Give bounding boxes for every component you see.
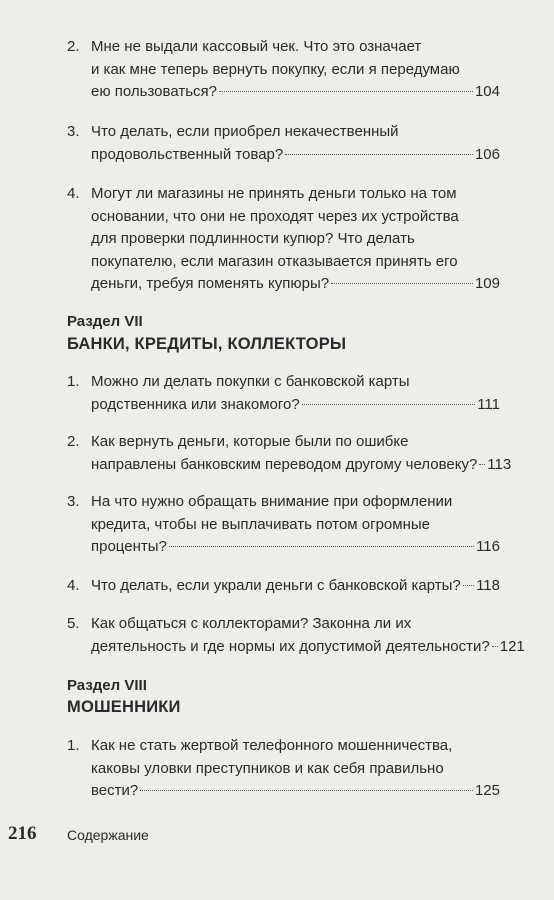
page-number: 216 [8, 823, 37, 844]
toc-entry-3 [67, 491, 500, 559]
entry-line: и как мне теперь вернуть покупку, если я передумаю [91, 60, 460, 78]
page-ref: 106 [474, 145, 500, 163]
page-ref: 121 [499, 637, 525, 655]
dot-leader [302, 404, 475, 405]
entry-line: каковы уловки преступников и как себя правильно [91, 759, 444, 777]
entry-line: Как не стать жертвой телефонного мошенничества, [91, 737, 453, 754]
entry-line: ею пользоваться? [91, 83, 217, 100]
dot-leader [463, 585, 474, 586]
entry-line: родственника или знакомого? [91, 395, 300, 413]
entry-number: 4. [67, 185, 80, 202]
page-ref: 116 [476, 538, 500, 555]
entry-line: основании, что они не проходят через их устройства [91, 207, 459, 225]
dot-leader [140, 790, 473, 791]
page-ref: 125 [474, 782, 500, 799]
toc-entry-1 [67, 735, 500, 803]
entry-number: 3. [67, 493, 80, 510]
entry-number: 1. [67, 373, 80, 390]
page-ref: 111 [477, 395, 500, 413]
toc-entry-4 [67, 183, 500, 296]
section-label: Раздел VII [67, 313, 143, 330]
entry-line: покупателю, если магазин отказывается принять его [91, 252, 458, 270]
toc-entry-2 [67, 36, 500, 104]
entry-line: Как общаться с коллекторами? Законна ли их [91, 615, 412, 632]
section-label: Раздел VIII [67, 677, 147, 694]
toc-entry-2 [67, 431, 512, 476]
toc-entry-1 [67, 371, 500, 416]
entry-line: Могут ли магазины не принять деньги только на том [91, 185, 457, 202]
entry-line: Можно ли делать покупки с банковской карты [91, 373, 410, 390]
entry-number: 5. [67, 615, 80, 632]
dot-leader [331, 283, 473, 284]
section-title: БАНКИ, КРЕДИТЫ, КОЛЛЕКТОРЫ [67, 335, 347, 353]
entry-line: продовольственный товар? [91, 145, 284, 163]
entry-line: Что делать, если приобрел некачественный [91, 123, 399, 140]
entry-line: Как вернуть деньги, которые были по ошибке [91, 433, 409, 450]
page-ref: 104 [474, 83, 500, 100]
dot-leader [169, 546, 474, 547]
entry-number: 4. [67, 577, 80, 594]
entry-line: Мне не выдали кассовый чек. Что это означает [91, 38, 422, 55]
entry-line: для проверки подлинности купюр? Что делать [91, 230, 415, 247]
entry-line: деньги, требуя поменять купюры? [91, 275, 330, 292]
toc-entry-4 [67, 575, 500, 598]
entry-number: 2. [67, 38, 80, 55]
running-title: Содержание [67, 827, 149, 843]
dot-leader [492, 646, 498, 647]
entry-line: вести? [91, 782, 139, 799]
toc-entry-3 [67, 121, 500, 166]
dot-leader [479, 464, 485, 465]
page-ref: 118 [476, 577, 500, 594]
dot-leader [285, 154, 473, 155]
dot-leader [219, 91, 473, 92]
entry-number: 3. [67, 123, 80, 140]
entry-line: Что делать, если украли деньги с банковской карты? [91, 577, 461, 594]
page-ref: 113 [487, 455, 512, 473]
entry-number: 1. [67, 737, 80, 754]
toc-entry-5 [67, 613, 525, 658]
section-title: МОШЕННИКИ [67, 698, 181, 716]
entry-line: деятельность и где нормы их допустимой деятельности? [91, 637, 490, 655]
entry-line: направлены банковским переводом другому человеку? [91, 455, 478, 473]
entry-number: 2. [67, 433, 80, 450]
entry-line: проценты? [91, 538, 167, 555]
entry-line: кредита, чтобы не выплачивать потом огромные [91, 515, 430, 533]
entry-line: На что нужно обращать внимание при оформлении [91, 493, 453, 510]
page-ref: 109 [474, 275, 500, 292]
